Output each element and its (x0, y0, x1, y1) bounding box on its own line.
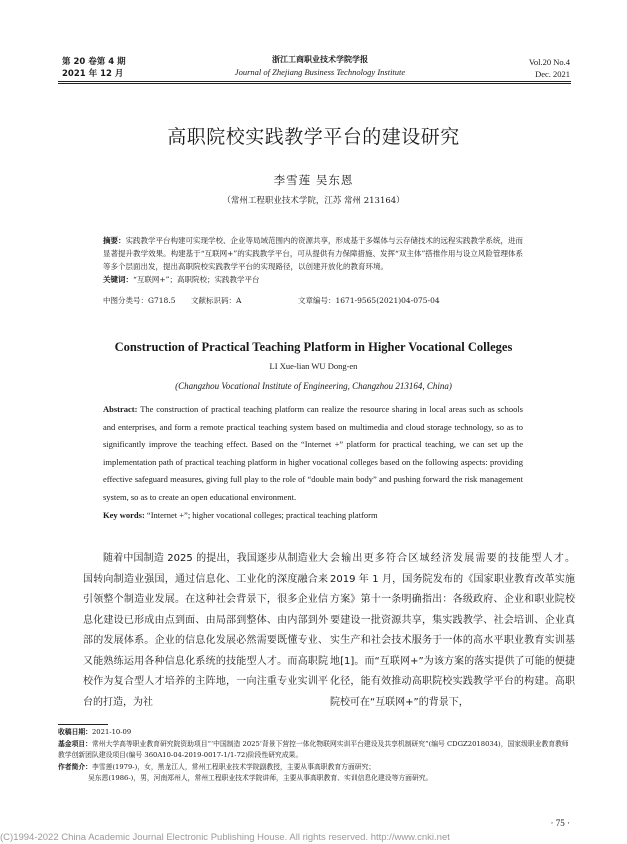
article-number: 文章编号：1671-9565(2021)04-075-04 (298, 296, 440, 305)
keywords-en-label: Key words: (103, 510, 145, 520)
header-volume-cn (62, 56, 126, 80)
author-bio-1: 李雪莲(1979-)，女，黑龙江人，常州工程职业技术学院副教授，主要从事高职教育方面研究； (91, 762, 376, 771)
abstract-en (103, 401, 523, 506)
abstract-cn-text: 实践教学平台构建可实现学校、企业等局域范围内的资源共享，形成基于多媒体与云存储技术的远程实践教学系统，进而显著提升教学效果。构建基于“互联网+”的实践教学平台，可从提供有力保障措施、发挥“双主体”搭推作用与设立风险管理体系等多个层面出发，提出高职院校实践教学平台的实现路径，以创建开放化的教育环境。 (103, 236, 523, 271)
footnote-author (58, 762, 571, 785)
header-journal (190, 54, 450, 78)
header-volume-en (529, 56, 570, 80)
abstract-cn-label: 摘要： (103, 236, 126, 245)
affiliation-en: (Changzhou Vocational Institute of Engineering, Changzhou 213164, China) (175, 381, 452, 391)
keywords-en-row (103, 510, 533, 520)
fund-label: 基金项目： (58, 739, 92, 748)
received-date: 2021-10-09 (91, 728, 132, 736)
header-rule-thin (58, 83, 571, 84)
abstract-en-label: Abstract: (103, 404, 138, 414)
footnotes (58, 727, 571, 785)
journal-name-en: Journal of Zhejiang Business Technology Institute (234, 67, 406, 77)
author-bio-label: 作者简介： (58, 762, 92, 771)
author-bio-2: 吴东恩(1986-)，男，河南郑州人，常州工程职业技术学院讲师，主要从事高职教育、实训信息化建设等方面研究。 (88, 774, 433, 782)
body-column-right: 会输出更多符合区域经济发展需要的技能型人才。2019 年 1 月，国务院发布的《国家职业教育改革实施方案》第十一条明确指出：各级政府、企业和职业院校要建设一批资源共享，集实践教学、社会培训、企业真实生产和社会技术服务于一体的高水平职业教育实训基地[1]。而“互联网+”为该方案的落实提供了可能的便捷化径，能有效推动高职院校实践教学平台的构建。高职院校可在“互联网+”的背景下， (330, 553, 575, 708)
keywords-cn-label: 关键词： (103, 275, 133, 284)
abstract-cn (103, 234, 523, 286)
affiliation-cn: （常州工程职业技术学院，江苏 常州 213164） (222, 196, 405, 206)
clc-number: 中图分类号：G718.5 (103, 296, 176, 305)
date-en: Dec. 2021 (535, 69, 570, 79)
header-rule (58, 81, 571, 82)
date-cn: 2021 年 12 月 (62, 69, 124, 79)
footnote-fund (58, 739, 571, 762)
fund-text: 常州大学高等职业教育研究院资助项目“‘中国制造 2025’背景下营控一体化物联网实训平台建设及共享机制研究”(编号 CDGZ2018034)，国家级职业教育教师教学创新团队建设项目(编号 360A10-04-2019-0017-1/1-72)阶段性研究成果。 (58, 739, 569, 759)
journal-name-cn: 浙江工商职业技术学院学报 (272, 55, 368, 64)
footnote-rule (58, 724, 108, 725)
authors-en: LI Xue-lian WU Dong-en (269, 361, 358, 371)
volume-issue-en: Vol.20 No.4 (528, 57, 570, 67)
body-column-left: 随着中国制造 2025 的提出，我国逐步从制造业大国转向制造业强国，通过信息化、工业化的深度融合来引领整个制造业发展。在这种社会背景下，很多企业信息化建设已形成由点到面、由局部到整体、由内部到外部的发展体系。企业的信息化发展必然需要既懂专业、又能熟练运用各种信息化系统的技能型人才。而高职院校作为复合型人才培养的主阵地，一向注重专业实训平台的打造，为社 (83, 553, 328, 708)
article-title-en: Construction of Practical Teaching Platform in Higher Vocational Colleges (114, 340, 513, 354)
keywords-en: “Internet +”; higher vocational colleges; practical teaching platform (146, 510, 378, 520)
volume-issue-cn: 第 20 卷第 4 期 (62, 57, 126, 67)
received-label: 收稿日期： (58, 728, 92, 736)
footnote-received (58, 727, 571, 739)
page-number: · 75 · (550, 818, 570, 828)
abstract-en-text: The construction of practical teaching platform can realize the resource sharing in local areas such as schools and enterprises, and form a remote practical teaching system based on multimedia and cloud storage technology, so as to significantly improve the teaching effect. Based on the “Internet +” platform for practical teaching, we can set up the implementation path of practical teaching platform in higher vocational colleges based on the following aspects: providing effective safeguard measures, giving full play to the role of “double main body” and pushing forward the risk management system, so as to create an open educational environment. (103, 404, 523, 502)
copyright-watermark: (C)1994-2022 China Academic Journal Electronic Publishing House. All rights reserved. http://www.cnki.net (0, 832, 450, 843)
document-code: 文献标识码：A (191, 296, 242, 305)
article-title-cn: 高职院校实践教学平台的建设研究 (167, 126, 460, 148)
authors-cn: 李雪莲 吴东恩 (273, 173, 354, 187)
keywords-cn: “互联网+”；高职院校；实践教学平台 (133, 275, 260, 284)
